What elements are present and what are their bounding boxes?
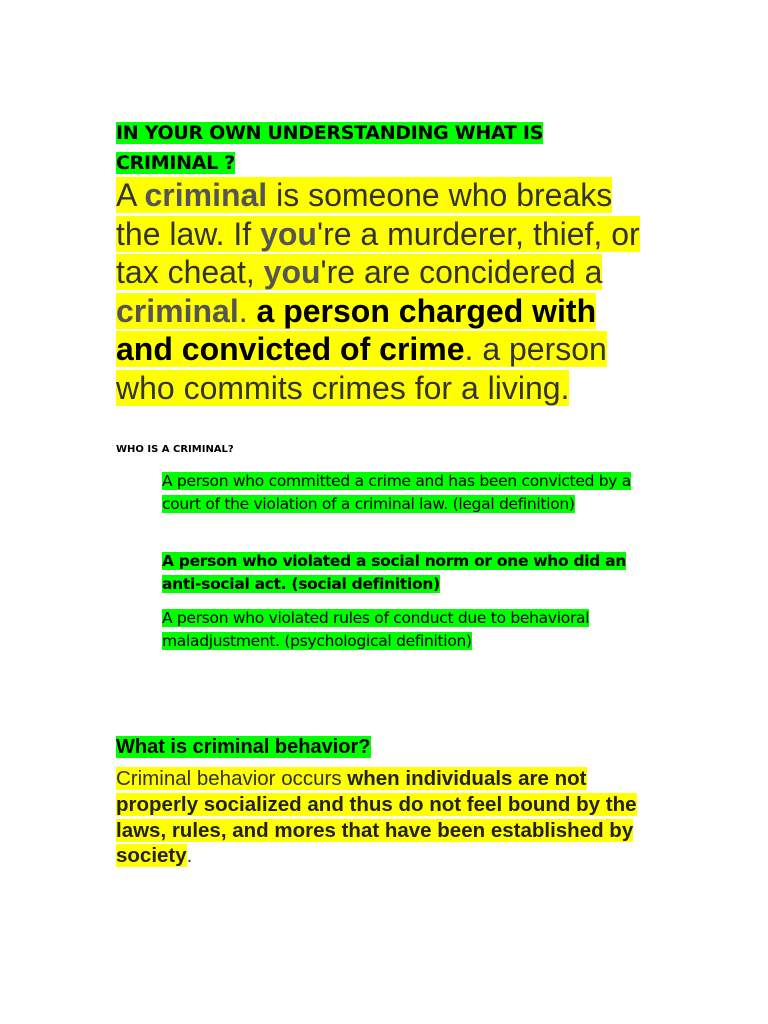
para2-text-2: . <box>186 844 193 868</box>
para1-text-4: 're are concidered a <box>320 254 603 291</box>
psychological-definition <box>162 607 650 653</box>
para2-bold: when individuals are not properly socialized and thus do not feel bound by the laws, rules, and mores that have been established by society <box>116 767 637 868</box>
criminal-definition-paragraph <box>116 176 661 408</box>
para1-bold-you-1: you <box>260 215 317 252</box>
social-definition-text: A person who violated a social norm or one who did an anti-social act. (social definition) <box>162 552 627 593</box>
para1-bold-criminal-2: criminal <box>116 292 239 329</box>
social-definition <box>162 550 650 596</box>
para1-text-1: A <box>116 177 145 213</box>
question-heading-line1: IN YOUR OWN UNDERSTANDING WHAT IS <box>116 122 544 144</box>
criminal-behavior-paragraph <box>116 766 661 869</box>
para1-bold-charged: a person charged with and convicted of crime <box>116 292 597 368</box>
para1-text-5: . <box>238 292 257 329</box>
question-heading <box>116 118 586 178</box>
psychological-definition-text: A person who violated rules of conduct due to behavioral maladjustment. (psychological definition) <box>162 609 590 650</box>
para1-text-2: is someone who breaks the law. If <box>116 177 613 252</box>
criminal-behavior-heading-text: What is criminal behavior? <box>116 736 371 758</box>
who-is-criminal-heading: WHO IS A CRIMINAL? <box>116 444 234 455</box>
para1-text-3: 're a murderer, thief, or tax cheat, <box>116 215 640 291</box>
legal-definition <box>162 470 650 516</box>
para1-bold-you-2: you <box>263 254 321 291</box>
para1-text-6: . a person who commits crimes for a living. <box>116 331 607 406</box>
question-heading-line2: CRIMINAL ? <box>116 152 235 174</box>
para2-text-1: Criminal behavior occurs <box>116 767 348 790</box>
criminal-behavior-heading <box>116 734 371 760</box>
legal-definition-text: A person who committed a crime and has been convicted by a court of the violation of a criminal law. (legal definition) <box>162 472 631 513</box>
para1-bold-criminal-1: criminal <box>144 177 268 213</box>
